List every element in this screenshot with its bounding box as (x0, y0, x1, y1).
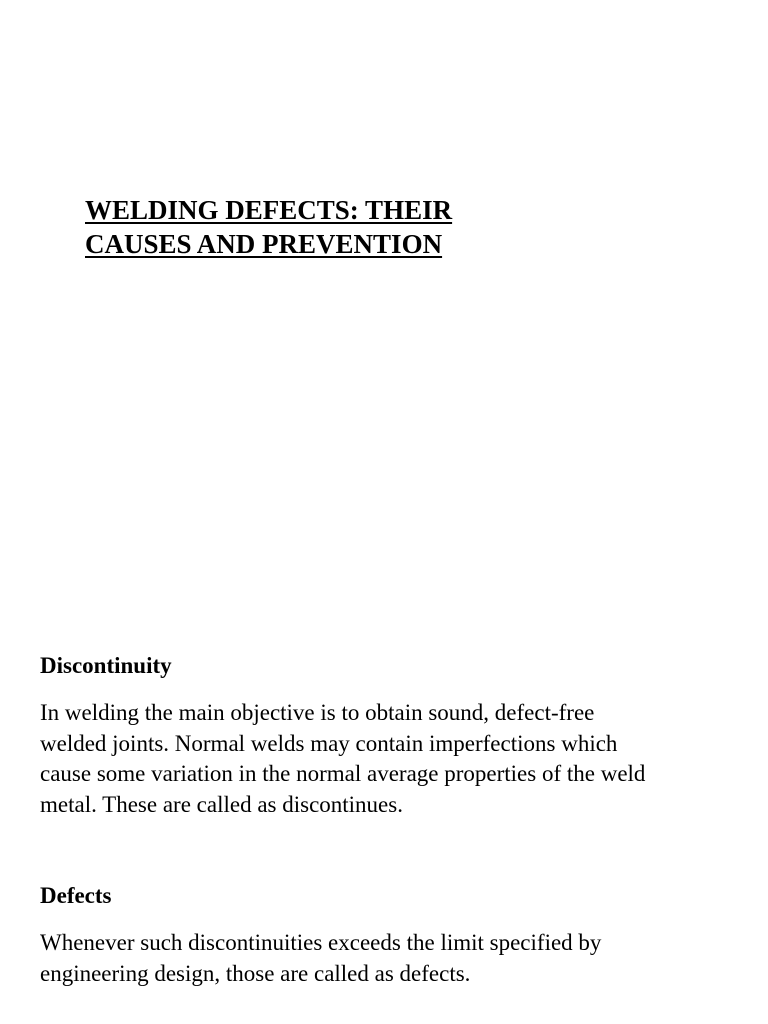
paragraph-line: welded joints. Normal welds may contain imperfections which (40, 730, 618, 756)
section-heading-discontinuity: Discontinuity (40, 653, 172, 678)
paragraph-line: engineering design, those are called as defects. (40, 960, 471, 986)
section-heading-defects: Defects (40, 883, 112, 908)
paragraph-line: Whenever such discontinuities exceeds the limit specified by (40, 930, 602, 955)
section-paragraph-defects (40, 928, 740, 989)
paragraph-line: metal. These are called as discontinues. (40, 791, 403, 817)
paragraph-line: In welding the main objective is to obtain sound, defect-free (40, 700, 595, 725)
paragraph-line: cause some variation in the normal average properties of the weld (40, 761, 646, 786)
title-line: WELDING DEFECTS: THEIR (85, 195, 453, 225)
document-title (85, 193, 645, 261)
title-line: CAUSES AND PREVENTION (85, 229, 443, 259)
section-paragraph-discontinuity (40, 698, 740, 820)
